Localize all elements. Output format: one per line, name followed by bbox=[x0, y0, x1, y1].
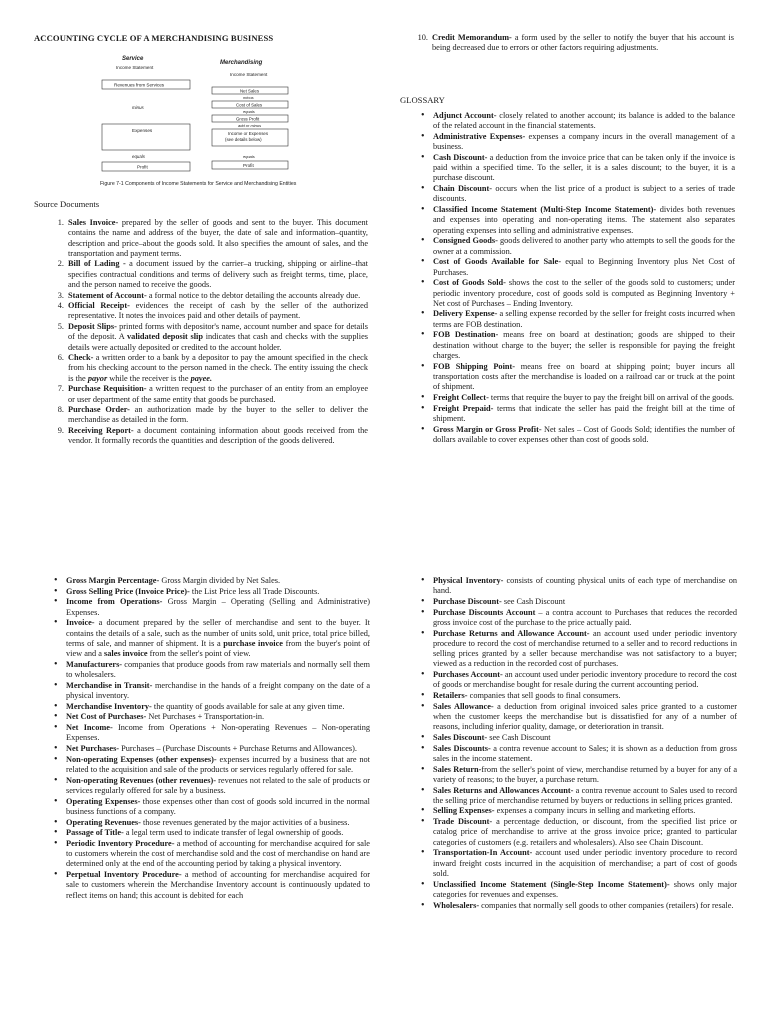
glossary-item bbox=[417, 393, 735, 403]
list-text: indicates that cash and checks with the supplies details were actually deposited or credited to the account holder. bbox=[68, 332, 368, 352]
glossary-term: Passage of Title- bbox=[66, 828, 124, 838]
glossary-definition: expenses a company incurs in the overall management of a business. bbox=[433, 131, 735, 152]
glossary-definition: merchandise in the hands of a freight company on the date of a physical inventory. bbox=[66, 680, 370, 701]
glossary-item bbox=[417, 404, 735, 425]
glossary-definition: from the seller's point of view, merchandise returned by a buyer for any of a variety of reasons; to the buyer, a purchase return. bbox=[433, 764, 737, 784]
glossary-term: Operating Expenses- bbox=[66, 796, 141, 806]
source-documents-item-10 bbox=[412, 33, 734, 54]
glossary-definition: a contra revenue account to Sales used to record the selling price of merchandise returned by buyers or reductions in selling prices granted. bbox=[433, 785, 737, 805]
glossary-term: Gross Margin Percentage- bbox=[66, 576, 160, 585]
fig-gross-profit: Gross Profit bbox=[236, 116, 260, 122]
fig-caption: Figure 7-1 Components of Income Statements for Service and Merchandising Entities bbox=[100, 181, 297, 187]
glossary-item bbox=[417, 744, 737, 765]
glossary-definition: terms that require the buyer to pay the freight bill on arrival of the goods. bbox=[488, 392, 734, 402]
glossary-term: Selling Expenses- bbox=[433, 806, 495, 816]
income-statement-diagram bbox=[96, 52, 350, 192]
glossary-term: Transportation-In Account- bbox=[433, 848, 533, 858]
fig-service-statement: Income Statement bbox=[116, 65, 154, 70]
glossary-definition: means free on board at shipping point; buyer incurs all transportation costs after the merchandise is loaded on a railroad car or truck at the point of shipment. bbox=[433, 361, 735, 392]
glossary-item bbox=[417, 733, 737, 743]
page-title: ACCOUNTING CYCLE OF A MERCHANDISING BUSINESS bbox=[34, 33, 274, 43]
glossary-item bbox=[50, 618, 370, 659]
glossary-item bbox=[417, 702, 737, 733]
glossary-term: Freight Prepaid- bbox=[433, 403, 494, 413]
list-text: a written order to a bank by a depositor to pay the amount specified in the check from his checking account to the person named in the check. The entity issuing the check is the bbox=[68, 353, 368, 383]
glossary-definition: Gross Margin divided by Net Sales. bbox=[159, 576, 281, 585]
fig-equals-2: equals bbox=[243, 154, 255, 159]
list-term: Receiving Report- bbox=[68, 426, 134, 435]
glossary-definition: an account used under periodic inventory procedure to record the cost of merchandise returned to a seller and to record reductions in selling prices granted by a seller because merchandise was not satisfactory to a buyer; viewed as a reduction in the recorded cost of purchases. bbox=[433, 628, 737, 669]
glossary-definition: equal to Beginning Inventory plus Net Cost of Purchases. bbox=[433, 257, 735, 277]
fig-see-details: (see details below) bbox=[225, 137, 262, 142]
glossary-item bbox=[50, 702, 370, 712]
glossary-definition: the List Price less all Trade Discounts. bbox=[189, 586, 320, 596]
glossary-term: Net Cost of Purchases- bbox=[66, 712, 147, 722]
glossary-term: Invoice- bbox=[66, 618, 95, 628]
glossary-definition: revenues not related to the sale of products or services regularly offered for sale by a business. bbox=[66, 775, 370, 795]
glossary-term: Cost of Goods Sold- bbox=[433, 278, 506, 288]
glossary-item bbox=[417, 330, 735, 361]
list-number: 7. bbox=[57, 384, 64, 394]
list-term: Purchase Order- bbox=[68, 405, 130, 415]
glossary-term: Unclassified Income Statement (Single-Step Income Statement)- bbox=[433, 879, 670, 889]
list-number: 9. bbox=[57, 426, 64, 435]
glossary-term: Net Purchases- bbox=[66, 744, 120, 754]
glossary-item bbox=[50, 712, 370, 722]
list-emphasis: validated deposit slip bbox=[127, 332, 203, 342]
list-number: 8. bbox=[57, 405, 64, 415]
fig-profit-left: Profit bbox=[137, 164, 148, 170]
list-item bbox=[48, 218, 368, 259]
fig-minus-left: minus bbox=[132, 105, 144, 110]
glossary-item bbox=[417, 111, 735, 132]
glossary-term: Cost of Goods Available for Sale- bbox=[433, 257, 561, 267]
fig-add-or-minus: add or minus bbox=[238, 123, 262, 128]
glossary-term: Operating Revenues- bbox=[66, 817, 141, 827]
glossary-term: Non-operating Revenues (other revenues)- bbox=[66, 775, 216, 785]
glossary-item bbox=[417, 786, 737, 807]
list-emphasis: payee. bbox=[190, 373, 213, 383]
list-emphasis: payor bbox=[87, 373, 108, 383]
glossary-term: Gross Selling Price (Invoice Price)- bbox=[66, 586, 190, 596]
glossary-term: Sales Return- bbox=[433, 764, 482, 774]
glossary-term: Adjunct Account- bbox=[433, 111, 497, 120]
glossary-term: FOB Destination- bbox=[433, 330, 499, 340]
glossary-definition: account used under periodic inventory procedure to record inward freight costs incurred in the acquisition of merchandise; a part of cost of goods sold. bbox=[433, 848, 737, 878]
glossary-definition: a deduction from the invoice price that can be taken only if the invoice is paid within a specified time. To the seller, it is a sales discount; to the buyer, it is a purchase discount. bbox=[433, 152, 735, 183]
glossary-definition: – a contra account to Purchases that reduces the recorded gross invoice cost of the purchase to the price actually paid. bbox=[433, 607, 737, 627]
glossary-item bbox=[417, 236, 735, 257]
glossary-term: Sales Discounts- bbox=[433, 743, 491, 753]
glossary-term: Gross Margin or Gross Profit- bbox=[433, 424, 542, 434]
list-item bbox=[48, 353, 368, 384]
glossary-definition: means free on board at destination; goods are shipped to their destination without charge to the buyer; the seller is responsible for paying the freight charges. bbox=[433, 330, 735, 360]
glossary-item bbox=[417, 257, 735, 278]
glossary-col-bottom-left bbox=[50, 576, 370, 1024]
glossary-item bbox=[417, 817, 737, 848]
glossary-item bbox=[417, 629, 737, 670]
glossary-term: Retailers- bbox=[433, 691, 468, 701]
glossary-definition: a document prepared by the seller of merchandise and sent to the buyer. It contains the details of a sale, such as the number of units sold, unit price, total price billed, terms of sale, and manner of shipment. It is a bbox=[66, 618, 370, 648]
glossary-item bbox=[417, 806, 737, 816]
glossary-definition: consists of counting physical units of each type of merchandise on hand. bbox=[433, 576, 737, 596]
source-documents-heading: Source Documents bbox=[34, 199, 100, 209]
glossary-definition: those revenues generated by the major activities of a business. bbox=[140, 817, 350, 827]
fig-minus-1: minus bbox=[243, 95, 254, 100]
list-text: a written request to the purchaser of an entity from an employee or user department of the same entity that goods be purchased. bbox=[68, 384, 368, 404]
fig-service-heading: Service bbox=[122, 56, 144, 62]
glossary-term: Administrative Expenses- bbox=[433, 131, 526, 141]
glossary-definition: Net sales – Cost of Goods Sold; identifies the number of dollars available to cover expenses other than cost of goods sold. bbox=[433, 424, 735, 444]
glossary-definition: Gross Margin – Operating (Selling and Administrative) Expenses. bbox=[66, 597, 370, 617]
list-term: Statement of Account- bbox=[68, 290, 147, 300]
glossary-definition: from the seller's point of view. bbox=[147, 649, 251, 659]
glossary-item bbox=[50, 755, 370, 776]
glossary-term: Perpetual Inventory Procedure- bbox=[66, 870, 182, 880]
list-term: Purchase Requisition- bbox=[68, 384, 147, 394]
fig-merch-statement: Income Statement bbox=[230, 72, 268, 77]
glossary-item bbox=[50, 870, 370, 901]
glossary-term: Classified Income Statement (Multi-Step Income Statement)- bbox=[433, 205, 657, 215]
glossary-item bbox=[50, 828, 370, 838]
glossary-item bbox=[417, 132, 735, 153]
glossary-col-bottom-right bbox=[417, 576, 737, 1024]
glossary-item bbox=[417, 309, 735, 330]
glossary-definition: companies that produce goods from raw materials and normally sell them to wholesalers. bbox=[66, 659, 370, 680]
glossary-definition: closely related to another account; its balance is added to the balance of the related account in the financial statements. bbox=[433, 111, 735, 131]
glossary-definition: see Cash Discount bbox=[501, 596, 566, 606]
glossary-term: Income from Operations- bbox=[66, 597, 163, 607]
glossary-definition: a method of accounting for merchandise acquired for sale to customers wherein the cost of merchandise sold and the cost of merchandise on hand are determined only at the end of the accounting period by taking a physical inventory. bbox=[66, 838, 370, 869]
glossary-emphasis: sales invoice bbox=[104, 649, 148, 659]
glossary-item bbox=[417, 901, 737, 911]
list-item bbox=[48, 301, 368, 322]
glossary-item bbox=[417, 184, 735, 205]
glossary-definition: the quantity of goods available for sale at any given time. bbox=[151, 701, 345, 711]
glossary-item bbox=[417, 278, 735, 309]
glossary-term: Sales Returns and Allowances Account- bbox=[433, 785, 574, 795]
glossary-item bbox=[417, 362, 735, 393]
glossary-item bbox=[50, 660, 370, 681]
list-text: printed forms with depositor's name, account number and space for details of the deposit. A bbox=[68, 322, 368, 342]
glossary-definition: shows the cost to the seller of the goods sold to customers; under periodic inventory procedure, cost of goods sold is computed as Beginning Inventory + Net cost of Purchases – Ending Inventory. bbox=[433, 278, 735, 308]
glossary-definition: a selling expense recorded by the seller for freight costs incurred when terms are FOB destination. bbox=[433, 309, 735, 329]
glossary-item bbox=[50, 818, 370, 828]
fig-equals-left: equals bbox=[132, 154, 145, 159]
list-term: Official Receipt- bbox=[68, 301, 130, 311]
glossary-term: Purchase Returns and Allowance Account- bbox=[433, 628, 590, 638]
glossary-definition: a legal term used to indicate transfer of legal ownership of goods. bbox=[123, 828, 344, 838]
glossary-item bbox=[417, 880, 737, 901]
glossary-term: Purchase Discount- bbox=[433, 596, 502, 606]
glossary-definition: a contra revenue account to Sales; it is shown as a deduction from gross sales in the income statement. bbox=[433, 743, 737, 763]
list-term: Deposit Slips- bbox=[68, 322, 117, 331]
income-statement-figure bbox=[96, 52, 350, 192]
glossary-item bbox=[50, 587, 370, 597]
glossary-item bbox=[50, 576, 370, 586]
glossary-definition: Income from Operations + Non-operating Revenues – Non-operating Expenses. bbox=[66, 723, 370, 743]
glossary-definition: those expenses other than cost of goods sold incurred in the normal business functions of a company. bbox=[66, 796, 370, 816]
list-text: a form used by the seller to notify the buyer that his account is being decreased due to errors or other factors requiring adjustments. bbox=[432, 33, 734, 53]
glossary-definition: companies that normally sell goods to other companies (retailers) for resale. bbox=[479, 900, 734, 910]
list-number: 10. bbox=[417, 33, 428, 42]
glossary-definition: Net Purchases + Transportation-in. bbox=[146, 712, 265, 722]
list-item bbox=[48, 322, 368, 353]
fig-net-sales: Net Sales bbox=[240, 88, 260, 94]
glossary-definition: shows only major categories for revenues and expenses. bbox=[433, 879, 737, 899]
list-item bbox=[48, 405, 368, 426]
glossary-definition: from the buyer's point of view and a bbox=[66, 638, 370, 659]
list-item bbox=[48, 384, 368, 405]
glossary-item bbox=[417, 670, 737, 691]
glossary-heading: GLOSSARY bbox=[400, 95, 445, 105]
glossary-item bbox=[417, 765, 737, 786]
glossary-emphasis: purchase invoice bbox=[223, 638, 283, 648]
glossary-item bbox=[50, 744, 370, 754]
glossary-item bbox=[417, 153, 735, 184]
list-text: a document containing information about goods received from the vendor. It formally records the quantities and description of the goods delivered. bbox=[68, 426, 368, 446]
list-text: evidences the receipt of cash by the seller of the authorized representative. It notes the invoices paid and other details of payment. bbox=[68, 301, 368, 321]
glossary-definition: a percentage deduction, or discount, from the specified list price or catalog price of merchandise to arrive at the gross invoice price; granted to particular categories of customers (e.g. retailers and wholesalers). Also see Chain Discount. bbox=[433, 817, 737, 847]
fig-revenues-label: Revenues from Services bbox=[114, 82, 165, 88]
list-item bbox=[48, 426, 368, 447]
list-text: a formal notice to the debtor detailing the accounts already due. bbox=[146, 290, 361, 300]
list-item bbox=[48, 291, 368, 301]
glossary-term: FOB Shipping Point- bbox=[433, 361, 516, 371]
glossary-definition: companies that sell goods to final consumers. bbox=[467, 691, 621, 701]
list-text: an authorization made by the buyer to the seller to deliver the merchandise as detailed in the form. bbox=[68, 405, 368, 425]
glossary-definition: goods delivered to another party who attempts to sell the goods for the owner at a commission. bbox=[433, 236, 735, 256]
glossary-item bbox=[50, 597, 370, 618]
fig-equals-1: equals bbox=[243, 109, 255, 114]
glossary-term: Delivery Expense- bbox=[433, 309, 498, 319]
glossary-term: Physical Inventory- bbox=[433, 576, 504, 585]
glossary-definition: terms that indicate the seller has paid the freight bill at the time of shipment. bbox=[433, 403, 735, 423]
glossary-item bbox=[50, 797, 370, 818]
glossary-term: Sales Allowance- bbox=[433, 701, 494, 711]
glossary-definition: occurs when the list price of a product is subject to a series of trade discounts. bbox=[433, 184, 735, 204]
glossary-item bbox=[417, 205, 735, 236]
glossary-definition: expenses incurred by a business that are not related to the acquisition and sale of the products or services regularly offered for sale. bbox=[66, 754, 370, 774]
list-item bbox=[48, 259, 368, 290]
glossary-item bbox=[50, 681, 370, 702]
list-number: 2. bbox=[57, 259, 64, 269]
glossary-definition: see Cash Discount bbox=[487, 732, 551, 742]
list-number: 4. bbox=[57, 301, 64, 311]
list-text: prepared by the seller of goods and sent to the buyer. This document contains the name and address of the buyer, the date of sale and information–quantity, description and price–about the goods sold. It also specifies the amount of sales, and the transportation and payment terms. bbox=[68, 218, 368, 258]
fig-expenses-label: Expenses bbox=[132, 128, 153, 133]
list-term: Bill of Lading - bbox=[68, 259, 126, 269]
fig-profit-right: Profit bbox=[243, 163, 254, 168]
glossary-term: Periodic Inventory Procedure- bbox=[66, 838, 175, 848]
fig-merch-heading: Merchandising bbox=[220, 60, 263, 66]
glossary-term: Chain Discount- bbox=[433, 184, 493, 194]
glossary-definition: a method of accounting for merchandise acquired for sale to customers wherein the Merchandise Inventory account is continuously updated to reflect items on hand; this account is debited for each bbox=[66, 870, 370, 900]
glossary-item bbox=[50, 776, 370, 797]
glossary-item bbox=[50, 839, 370, 870]
glossary-term: Merchandise in Transit- bbox=[66, 680, 153, 690]
list-number: 5. bbox=[57, 322, 64, 331]
glossary-item bbox=[417, 425, 735, 446]
glossary-item bbox=[417, 691, 737, 701]
list-number: 6. bbox=[57, 353, 64, 363]
glossary-col-top-right bbox=[417, 111, 735, 511]
list-term: Credit Memorandum- bbox=[432, 33, 512, 42]
fig-cost-of-sales: Cost of Sales bbox=[236, 102, 263, 108]
glossary-term: Trade Discount- bbox=[433, 817, 493, 827]
glossary-item bbox=[417, 608, 737, 629]
list-item bbox=[412, 33, 734, 54]
list-text: a document issued by the carrier–a trucking, shipping or airline–that specifies contractual conditions and terms of delivery such as freight terms, time, place, and the person named to receive the goods. bbox=[68, 259, 368, 289]
glossary-term: Purchases Account- bbox=[433, 670, 503, 680]
glossary-definition: Purchases – (Purchase Discounts + Purchase Returns and Allowances). bbox=[119, 744, 357, 754]
glossary-definition: expenses a company incurs in selling and marketing efforts. bbox=[494, 806, 696, 816]
glossary-definition: divides both revenues and expenses into operating and non-operating items. The statement also separates operating expenses into selling and administrative expenses. bbox=[433, 205, 735, 235]
glossary-term: Consigned Goods- bbox=[433, 236, 498, 246]
glossary-definition: a deduction from original invoiced sales price granted to a customer when the customer keeps the merchandise but is dissatisfied for any of a number of reasons, including inferior quality, damage, or deterioration in transit. bbox=[433, 701, 737, 732]
glossary-definition: an account used under periodic inventory procedure to record the cost of goods or merchandise bought for resale during the current accounting period. bbox=[433, 670, 737, 690]
list-term: Sales Invoice- bbox=[68, 218, 119, 227]
glossary-term: Non-operating Expenses (other expenses)- bbox=[66, 754, 217, 764]
list-number: 1. bbox=[57, 218, 64, 227]
glossary-item bbox=[417, 848, 737, 879]
glossary-term: Purchase Discounts Account bbox=[433, 607, 536, 617]
glossary-term: Net Income- bbox=[66, 723, 113, 733]
fig-income-or-expenses: Income or Expenses bbox=[228, 131, 269, 136]
glossary-term: Freight Collect- bbox=[433, 392, 489, 402]
glossary-item bbox=[50, 723, 370, 744]
list-term: Check- bbox=[68, 353, 94, 363]
glossary-term: Cash Discount- bbox=[433, 152, 488, 162]
glossary-term: Manufacturers- bbox=[66, 659, 123, 669]
glossary-term: Sales Discount- bbox=[433, 732, 488, 742]
glossary-term: Merchandise Inventory- bbox=[66, 701, 152, 711]
source-documents-list bbox=[48, 218, 368, 518]
glossary-item bbox=[417, 576, 737, 597]
list-text: while the receiver is the bbox=[107, 373, 191, 383]
glossary-item bbox=[417, 597, 737, 607]
glossary-term: Wholesalers- bbox=[433, 900, 480, 910]
list-number: 3. bbox=[57, 290, 64, 300]
